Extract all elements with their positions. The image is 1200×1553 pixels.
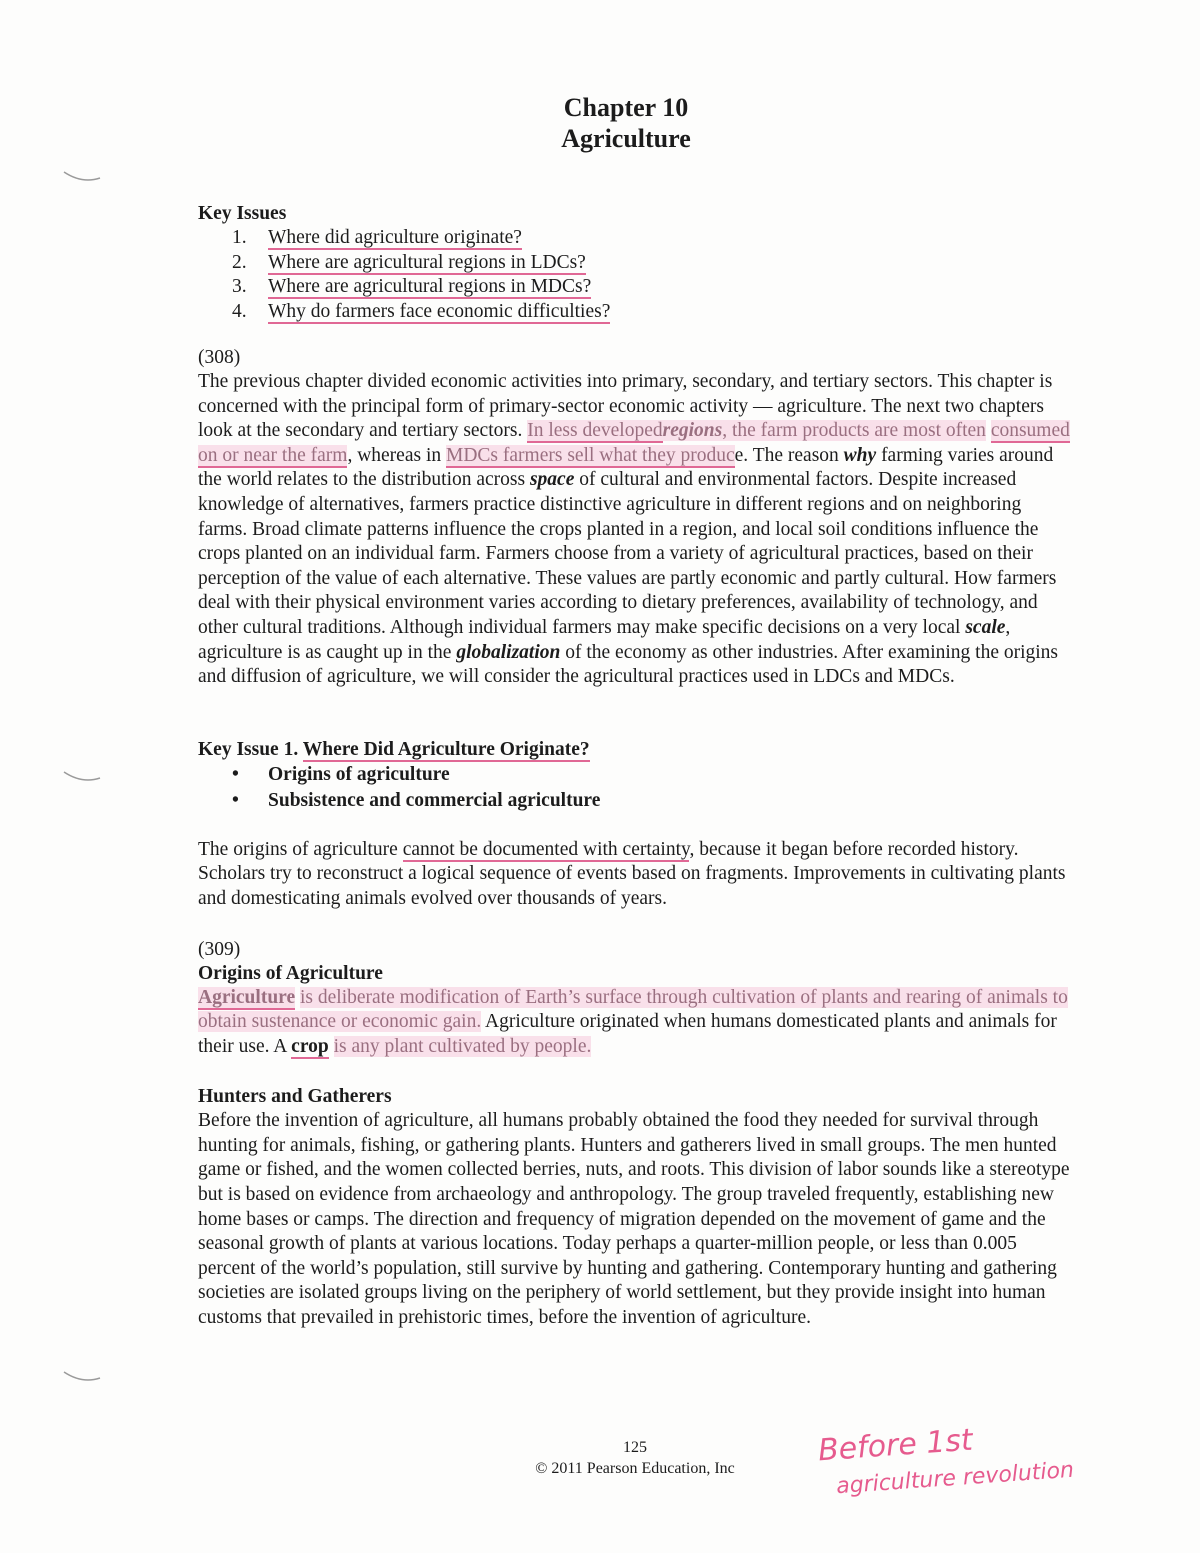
chapter-number: Chapter 10 — [563, 93, 689, 122]
list-item: 2. Where are agricultural regions in LDCs? — [232, 251, 586, 273]
handwritten-note-line1: Before 1st — [816, 1422, 974, 1469]
key-issues-heading: Key Issues — [198, 203, 287, 224]
chapter-title — [0, 92, 1200, 154]
list-item: 1. Where did agriculture originate? — [232, 227, 522, 248]
intro-paragraph: The previous chapter divided economic activities into primary, secondary, and tertiary sectors. This chapter is concerned with the principal form of primary-sector economic activity — agriculture. The next two chapters look at the secondary and tertiary sectors. In less developedregions, the farm products are most often consumed on or near the farm, whereas in MDCs farmers sell what they produce. The reason why farming varies around the world relates to the distribution across space of cultural and environmental factors. Despite increased knowledge of alternatives, farmers practice distinctive agriculture in different regions and on neighboring farms. Broad climate patterns influence the crops planted in a region, and local soil conditions influence the crops planted on an individual farm. Farmers choose from a variety of agricultural practices, based on their perception of the value of each alternative. These values are partly economic and partly cultural. How farmers deal with their physical environment varies according to dietary preferences, availability of technology, and other cultural traditions. Although individual farmers may make specific decisions on a very local scale, agriculture is as caught up in the globalization of the economy as other industries. After examining the origins and diffusion of agriculture, we will consider the agricultural practices used in LDCs and MDCs. — [198, 371, 1070, 688]
page-footer — [490, 1437, 780, 1479]
chapter-subtitle: Agriculture — [561, 124, 691, 153]
hunters-paragraph: Before the invention of agriculture, all humans probably obtained the food they needed for survival through hunting for animals, fishing, or gathering plants. Hunters and gatherers lived in small groups. The men hunted game or fished, and the women collected berries, nuts, and roots. This division of labor sounds like a stereotype but is based on evidence from archaeology and anthropology. The group traveled frequently, establishing new home bases or camps. The direction and frequency of migration depended on the movement of game and the seasonal growth of plants at various locations. Today perhaps a quarter-million people, or less than 0.005 percent of the world’s population, still survive by hunting and gathering. Contemporary hunting and gathering societies are isolated groups living on the periphery of world settlement, but they provide insight into human customs that prevailed in prehistoric times, before the invention of agriculture. — [198, 1110, 1070, 1329]
hunters-heading: Hunters and Gatherers — [198, 1086, 392, 1108]
list-item: • Subsistence and commercial agriculture — [198, 788, 1073, 814]
origins-intro-paragraph: The origins of agriculture cannot be documented with certainty, because it began before recorded history. Scholars try to reconstruct a logical sequence of events based on fragments. Improvements in cultivating plants and domesticating animals evolved over thousands of years. — [198, 838, 1066, 909]
page-ref-309: (309) — [198, 938, 241, 960]
page-ref-308: (308) — [198, 347, 241, 368]
origins-paragraph: Agriculture is deliberate modification of Earth’s surface through cultivation of plants and rearing of animals to obtain sustenance or economic gain. Agriculture originated when humans domesticated plants and animals for their use. A crop is any plant cultivated by people. — [198, 986, 1068, 1057]
list-item: 3. Where are agricultural regions in MDCs? — [232, 276, 592, 297]
handwritten-note-line2: agriculture revolution — [835, 1457, 1075, 1500]
key-issue-1-heading: Key Issue 1. Where Did Agriculture Originate? — [198, 738, 590, 760]
key-issues-list — [198, 226, 1073, 324]
page-content — [198, 202, 1073, 1331]
list-item: 4. Why do farmers face economic difficulties? — [232, 300, 611, 322]
origins-heading: Origins of Agriculture — [198, 962, 383, 984]
punch-hole-mark — [62, 168, 102, 188]
list-item: • Origins of agriculture — [198, 762, 1073, 788]
copyright: © 2011 Pearson Education, Inc — [535, 1460, 735, 1477]
punch-hole-mark — [62, 768, 102, 788]
page-number: 125 — [623, 1439, 647, 1456]
key-issue-1-bullets — [198, 762, 1073, 814]
punch-hole-mark — [62, 1368, 102, 1388]
